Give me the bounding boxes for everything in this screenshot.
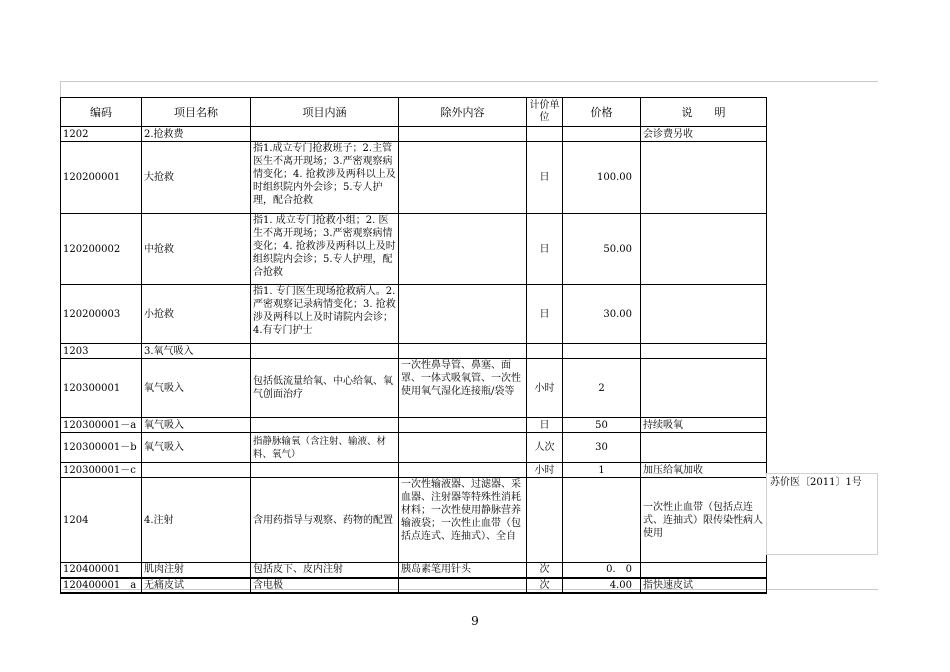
cell-content-text: 指1. 成立专门抢救小组；2. 医生不离开现场；3.严密观察病情变化；4. 抢救涉及两科以上及时组织院内会诊；5.专人护理，配合抢救 bbox=[253, 215, 396, 278]
cell-content bbox=[251, 142, 399, 214]
cell-code: 120400001 bbox=[61, 563, 142, 578]
cell-price: 1 bbox=[563, 463, 641, 478]
cell-exclude bbox=[399, 285, 527, 344]
cell-exclude bbox=[399, 214, 527, 285]
cell-code: 120200001 bbox=[61, 142, 142, 214]
cell-code: 120300001－b bbox=[61, 433, 142, 463]
cell-exclude bbox=[399, 478, 527, 563]
cell-unit: 小时 bbox=[527, 463, 563, 478]
cell-price bbox=[563, 344, 641, 359]
cell-exclude bbox=[399, 463, 527, 478]
cell-name: 肌肉注射 bbox=[142, 563, 251, 578]
cell-name: 氧气吸入 bbox=[142, 359, 251, 418]
cell-code: 1204 bbox=[61, 478, 142, 563]
cell-note: 指快速皮试 bbox=[641, 578, 767, 593]
cell-exclude bbox=[399, 359, 527, 418]
cell-unit: 日 bbox=[527, 214, 563, 285]
header-content: 项目内涵 bbox=[251, 98, 399, 127]
table-row bbox=[61, 563, 767, 578]
cell-unit: 日 bbox=[527, 142, 563, 214]
cell-name: 中抢救 bbox=[142, 214, 251, 285]
cell-note bbox=[641, 359, 767, 418]
cell-price: 0. 0 bbox=[563, 563, 641, 578]
cell-code: 1202 bbox=[61, 127, 142, 142]
header-note: 说 明 bbox=[641, 98, 767, 127]
cell-code: 120300001 bbox=[61, 359, 142, 418]
cell-unit bbox=[527, 127, 563, 142]
table-row bbox=[61, 359, 767, 418]
cell-unit: 次 bbox=[527, 563, 563, 578]
table-row bbox=[61, 418, 767, 433]
cell-note: 持续吸氧 bbox=[641, 418, 767, 433]
header-code: 编码 bbox=[61, 98, 142, 127]
cell-note: 加压给氧加收 bbox=[641, 463, 767, 478]
cell-content bbox=[251, 344, 399, 359]
cell-exclude bbox=[399, 578, 527, 593]
cell-exclude-text: 一次性鼻导管、鼻塞、面罩、一体式吸氧管、一次性使用氧气湿化连接瓶/袋等 bbox=[401, 360, 521, 397]
cell-name: 大抢救 bbox=[142, 142, 251, 214]
cell-name bbox=[142, 463, 251, 478]
cell-content: 含电极 bbox=[251, 578, 399, 593]
cell-note bbox=[641, 214, 767, 285]
cell-content bbox=[251, 418, 399, 433]
table-row bbox=[61, 285, 767, 344]
side-note-reference: 苏价医〔2011〕1号 bbox=[766, 473, 878, 555]
table-row bbox=[61, 478, 767, 563]
cell-content: 包括低流量给氧、中心给氧、氧气创面治疗 bbox=[251, 359, 399, 418]
cell-name: 3.氧气吸入 bbox=[142, 344, 251, 359]
cell-content bbox=[251, 285, 399, 344]
table-row bbox=[61, 214, 767, 285]
cell-price: 30.00 bbox=[563, 285, 641, 344]
header-price: 价格 bbox=[563, 98, 641, 127]
cell-exclude bbox=[399, 418, 527, 433]
cell-price: 4.00 bbox=[563, 578, 641, 593]
price-table bbox=[60, 97, 767, 594]
cell-exclude: 胰岛素笔用针头 bbox=[399, 563, 527, 578]
table-row bbox=[61, 433, 767, 463]
cell-content: 含用药指导与观察、药物的配置 bbox=[251, 478, 399, 563]
table-row bbox=[61, 142, 767, 214]
cell-exclude bbox=[399, 142, 527, 214]
cell-name: 氧气吸入 bbox=[142, 433, 251, 463]
cell-name: 无痛皮试 bbox=[142, 578, 251, 593]
cell-content: 包括皮下、皮内注射 bbox=[251, 563, 399, 578]
header-exclude: 除外内容 bbox=[399, 98, 527, 127]
frame-top-line bbox=[60, 81, 878, 82]
table-row bbox=[61, 127, 767, 142]
cell-content: 指静脉输氧（含注射、输液、材料、氧气） bbox=[251, 433, 399, 463]
cell-note: 一次性止血带（包括点连式、连抽式）限传染性病人使用 bbox=[641, 478, 767, 563]
cell-unit: 日 bbox=[527, 285, 563, 344]
header-name: 项目名称 bbox=[142, 98, 251, 127]
cell-exclude bbox=[399, 433, 527, 463]
cell-code: 120400001 a bbox=[61, 578, 142, 593]
cell-price: 50.00 bbox=[563, 214, 641, 285]
cell-note bbox=[641, 285, 767, 344]
cell-note bbox=[641, 563, 767, 578]
table-header-row bbox=[61, 98, 767, 127]
cell-exclude bbox=[399, 127, 527, 142]
cell-unit: 人次 bbox=[527, 433, 563, 463]
cell-note bbox=[641, 344, 767, 359]
cell-content-text: 指1. 专门医生现场抢救病人。2.严密观察记录病情变化；3. 抢救涉及两科以上及时请院内会诊；4.有专门护士 bbox=[253, 286, 396, 336]
cell-name: 小抢救 bbox=[142, 285, 251, 344]
cell-note: 会诊费另收 bbox=[641, 127, 767, 142]
header-unit: 计价单位 bbox=[527, 98, 563, 127]
cell-note bbox=[641, 433, 767, 463]
cell-content-text: 指1.成立专门抢救班子；2.主管医生不离开现场；3.严密观察病情变化；4. 抢救涉及两科以上及时组织院内外会诊；5.专人护理，配合抢救 bbox=[253, 143, 396, 206]
cell-code: 120300001－a bbox=[61, 418, 142, 433]
cell-unit: 小时 bbox=[527, 359, 563, 418]
cell-price: 50 bbox=[563, 418, 641, 433]
cell-exclude-text: 一次性输液器、过滤器、采血器、注射器等特殊性消耗材料；一次性使用静脉营养输液袋；一次性止血带（包括点连式、连抽式）、全自 bbox=[401, 479, 521, 542]
cell-code: 120300001－c bbox=[61, 463, 142, 478]
cell-price: 2 bbox=[563, 359, 641, 418]
cell-price bbox=[563, 127, 641, 142]
cell-code: 120200003 bbox=[61, 285, 142, 344]
cell-content bbox=[251, 463, 399, 478]
table-row bbox=[61, 344, 767, 359]
table-row bbox=[61, 463, 767, 478]
cell-content bbox=[251, 214, 399, 285]
cell-code: 120200002 bbox=[61, 214, 142, 285]
cell-price: 30 bbox=[563, 433, 641, 463]
cell-note bbox=[641, 142, 767, 214]
cell-name: 4.注射 bbox=[142, 478, 251, 563]
cell-unit bbox=[527, 344, 563, 359]
cell-exclude bbox=[399, 344, 527, 359]
cell-code: 1203 bbox=[61, 344, 142, 359]
cell-price bbox=[563, 478, 641, 563]
page-number: 9 bbox=[471, 614, 479, 628]
cell-unit: 次 bbox=[527, 578, 563, 593]
cell-unit: 日 bbox=[527, 418, 563, 433]
cell-unit bbox=[527, 478, 563, 563]
cell-price: 100.00 bbox=[563, 142, 641, 214]
cell-content bbox=[251, 127, 399, 142]
cell-name: 2.抢救费 bbox=[142, 127, 251, 142]
table-row bbox=[61, 578, 767, 593]
cell-name: 氧气吸入 bbox=[142, 418, 251, 433]
